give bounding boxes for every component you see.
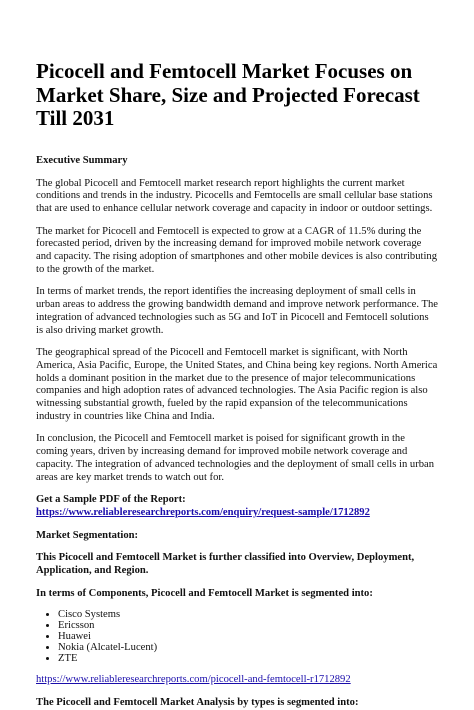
list-item: • Huawei	[58, 631, 438, 642]
product-link[interactable]: https://www.reliableresearchreports.com/picocell-and-femtocell-r1712892	[36, 674, 351, 686]
document-title: Picocell and Femtocell Market Focuses on Market Share, Size and Projected Forecast Till 2031	[36, 59, 420, 130]
components-heading: In terms of Components, Picocell and Femtocell Market is segmented into:	[36, 587, 373, 599]
components-list	[36, 609, 438, 664]
paragraph-overview: The global Picocell and Femtocell market research report highlights the current market conditions and trends in the industry. Picocells and Femtocells are small cellular base stations that are used to enhance cellular network coverage and capacity in indoor or outdoor settings.	[36, 177, 433, 214]
paragraph-growth: The market for Picocell and Femtocell is expected to grow at a CAGR of 11.5% during the forecasted period, driven by the increasing demand for improved mobile network coverage and capacity. The rising adoption of smartphones and other mobile devices is also contributing to the growth of the market.	[36, 225, 437, 275]
list-item: • Cisco Systems	[58, 609, 438, 620]
sample-pdf-label: Get a Sample PDF of the Report:	[36, 494, 186, 506]
list-item: • Nokia (Alcatel-Lucent)	[58, 642, 438, 653]
classification-text: This Picocell and Femtocell Market is further classified into Overview, Deployment, Application, and Region.	[36, 552, 415, 577]
product-link-line	[36, 674, 438, 687]
paragraph-trends: In terms of market trends, the report identifies the increasing deployment of small cells in urban areas to address the growing bandwidth demand and improve network performance. The integration of advanced technologies such as 5G and IoT in Picocell and Femtocell solutions is also driving market growth.	[36, 286, 438, 336]
executive-summary-heading: Executive Summary	[36, 154, 128, 166]
sample-pdf-line	[36, 494, 438, 519]
list-item: • Ericsson	[58, 620, 438, 631]
paragraph-conclusion: In conclusion, the Picocell and Femtocell market is poised for significant growth in the coming years, driven by increasing demand for improved mobile network coverage and capacity. The integration of advanced technologies and the deployment of small cells in urban areas are key market trends to watch out for.	[36, 433, 435, 483]
list-item: • ZTE	[58, 653, 438, 664]
sample-pdf-link[interactable]: https://www.reliableresearchreports.com/enquiry/request-sample/1712892	[36, 506, 370, 518]
types-heading: The Picocell and Femtocell Market Analysis by types is segmented into:	[36, 697, 359, 709]
paragraph-geography: The geographical spread of the Picocell and Femtocell market is significant, with North America, Asia Pacific, Europe, the United States, and China being key regions. North America holds a dominant position in the market due to the presence of major telecommunications companies and high adoption rates of advanced technologies. The Asia Pacific region is also witnessing substantial growth, fueled by the rapid expansion of the telecommunications industry in countries like China and India.	[36, 347, 438, 422]
market-segmentation-heading: Market Segmentation:	[36, 529, 139, 541]
